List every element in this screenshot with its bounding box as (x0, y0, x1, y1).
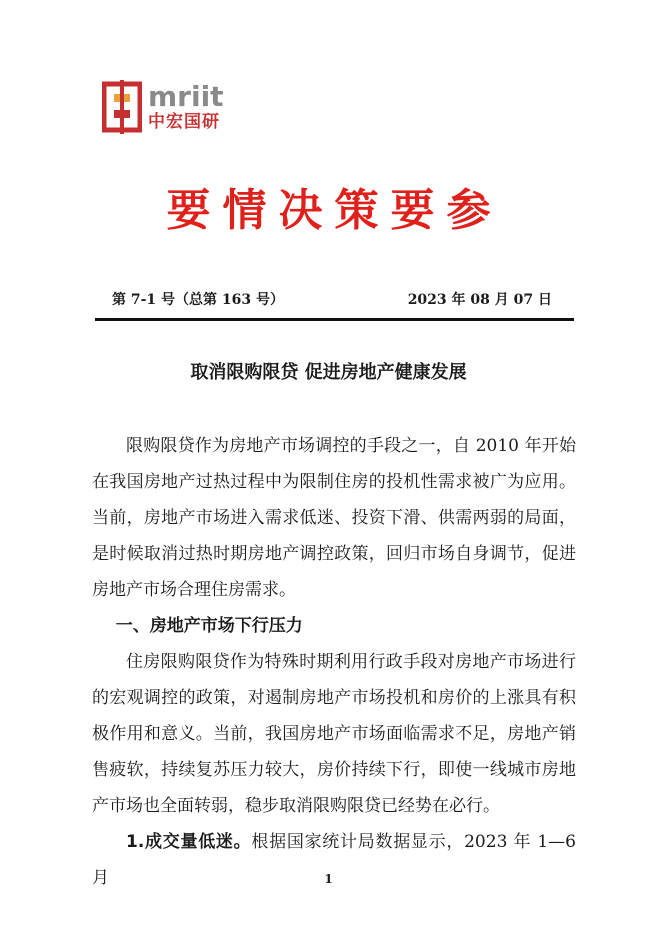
issue-date: 2023 年 08 月 07 日 (407, 292, 552, 308)
intro-paragraph: 限购限贷作为房地产市场调控的手段之一，自 2010 年开始在我国房地产过热过程中为限制住房的投机性需求被广为应用。当前，房地产市场进入需求低迷、投资下滑、供需两弱的局面，是时候取消过热时期房地产调控政策，回归市场自身调节，促进房地产市场合理住房需求。 (92, 436, 576, 600)
page-number: 1 (324, 872, 333, 886)
article-body (92, 428, 576, 896)
article-title: 取消限购限贷 促进房地产健康发展 (190, 362, 467, 383)
logo-chinese-text: 中宏国研 (148, 112, 220, 132)
mriit-logo-icon (102, 80, 142, 134)
masthead-title: 要情决策要参 (166, 185, 503, 236)
section-paragraph: 住房限购限贷作为特殊时期利用行政手段对房地产市场进行的宏观调控的政策，对遏制房地产市场投机和房价的上涨具有积极作用和意义。当前，我国房地产市场面临需求不足，房地产销售疲软，持续复苏压力较大，房价持续下行，即使一线城市房地产市场也全面转弱，稳步取消限购限贷已经势在必行。 (92, 652, 576, 816)
issue-number: 第 7-1 号（总第 163 号） (112, 292, 285, 308)
point-text: 根据国家统计局数据显示，2023 年 1—6 月 (92, 832, 577, 888)
issue-info (112, 289, 552, 309)
section-heading: 一、房地产市场下行压力 (115, 616, 303, 636)
header-divider (95, 318, 574, 321)
point-lead: 1.成交量低迷。 (126, 832, 252, 852)
mriit-logo (102, 78, 242, 136)
logo-latin-text: mriit (148, 80, 224, 113)
